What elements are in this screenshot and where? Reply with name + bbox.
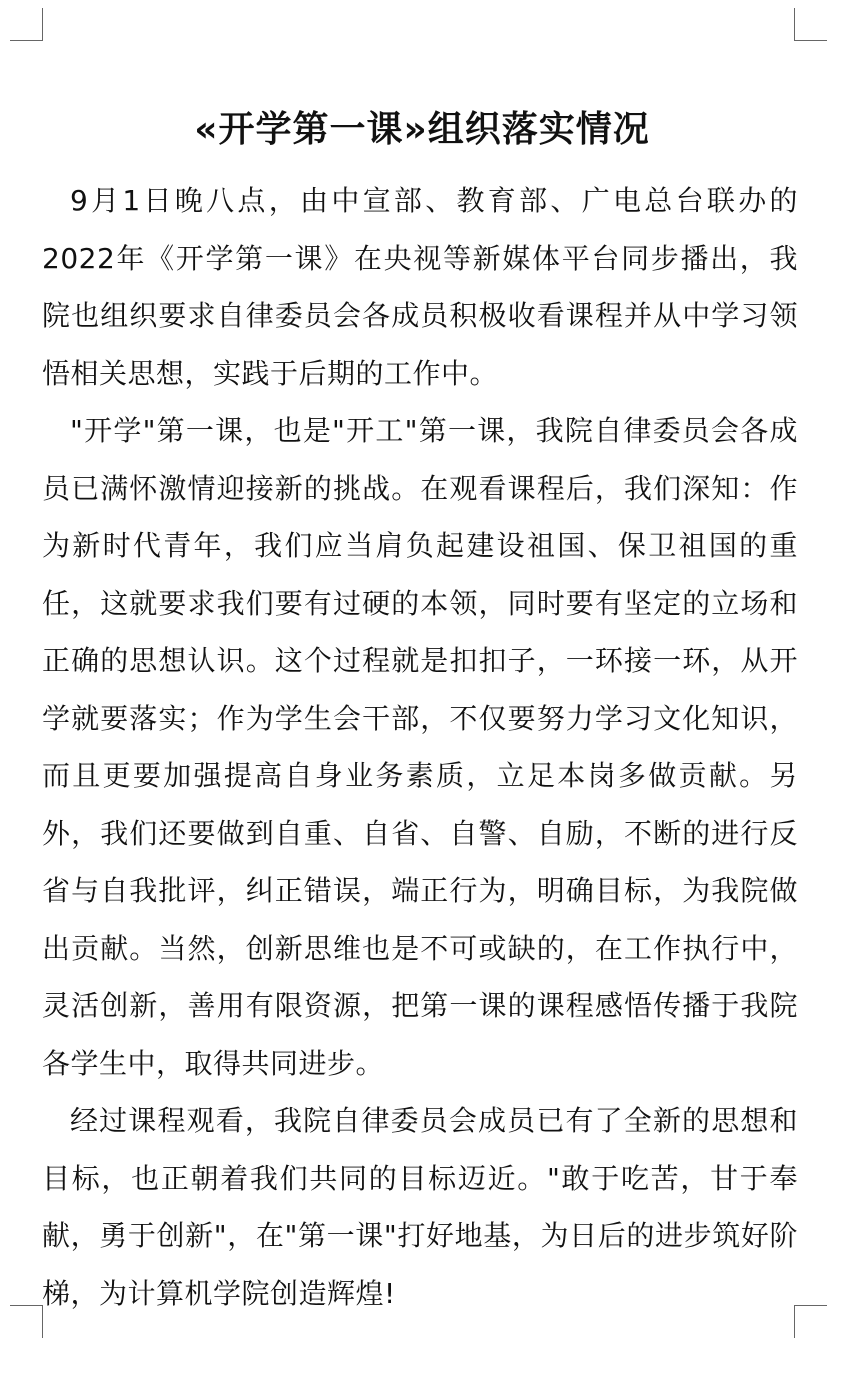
crop-mark-bottom-left [10, 1305, 43, 1338]
crop-mark-bottom-right [794, 1305, 827, 1338]
paragraph-1: 9月1日晚八点，由中宣部、教育部、广电总台联办的2022年《开学第一课》在央视等新媒体平台同步播出，我院也组织要求自律委员会各成员积极收看课程并从中学习领悟相关思想，实践于后期的工作中。 [42, 184, 798, 390]
paragraph-3: 经过课程观看，我院自律委员会成员已有了全新的思想和目标，也正朝着我们共同的目标迈近。"敢于吃苦，甘于奉献，勇于创新"，在"第一课"打好地基，为日后的进步筑好阶梯，为计算机学院创造辉煌! [42, 1104, 798, 1310]
document-title: «开学第一课»组织落实情况 [194, 109, 650, 151]
crop-mark-top-right [794, 8, 827, 41]
crop-mark-top-left [10, 8, 43, 41]
paragraph-2: "开学"第一课，也是"开工"第一课，我院自律委员会各成员已满怀激情迎接新的挑战。在观看课程后，我们深知：作为新时代青年，我们应当肩负起建设祖国、保卫祖国的重任，这就要求我们要有过硬的本领，同时要有坚定的立场和正确的思想认识。这个过程就是扣扣子，一环接一环，从开学就要落实；作为学生会干部，不仅要努力学习文化知识，而且更要加强提高自身业务素质，立足本岗多做贡献。另外，我们还要做到自重、自省、自警、自励，不断的进行反省与自我批评，纠正错误，端正行为，明确目标，为我院做出贡献。当然，创新思维也是不可或缺的，在工作执行中，灵活创新，善用有限资源，把第一课的课程感悟传播于我院各学生中，取得共同进步。 [42, 414, 798, 1080]
document-body [42, 172, 798, 1322]
